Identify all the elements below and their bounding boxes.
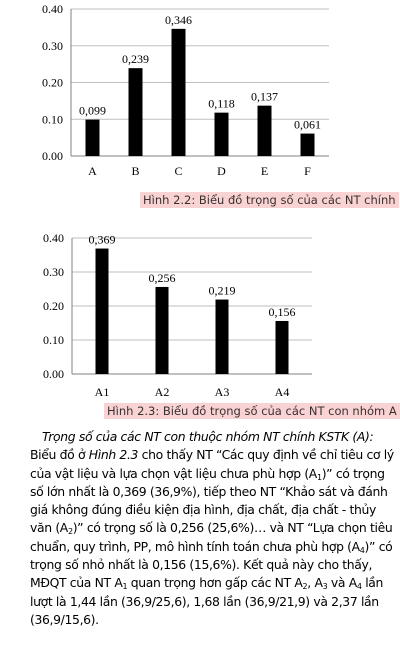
subscript: 4 (359, 545, 365, 555)
bar-chart-subfactors-group-a (0, 225, 400, 403)
x-tick-label: A3 (214, 385, 230, 399)
y-tick-label: 0.10 (42, 112, 63, 127)
x-tick-label: A2 (154, 385, 170, 399)
paragraph-title: Trọng số của các NT con thuộc nhóm NT chính KSTK (A): (42, 429, 374, 444)
data-label: 0,099 (79, 103, 106, 118)
subscript: 1 (316, 472, 322, 482)
y-tick-label: 0.00 (42, 149, 63, 163)
y-tick-label: 0.20 (42, 75, 63, 90)
figure-caption-2-2: Hình 2.2: Biểu đồ trọng số của các NT chính (140, 192, 399, 208)
y-tick-label: 0.40 (43, 231, 64, 245)
data-label: 0,156 (268, 304, 296, 319)
bar (215, 113, 229, 156)
bar (86, 120, 100, 156)
paragraph-text: Biểu đồ ở (30, 447, 89, 463)
body-paragraph (30, 428, 396, 629)
bar (156, 287, 169, 374)
subscript: 3 (322, 582, 328, 592)
data-label: 0,061 (294, 117, 321, 132)
paragraph-text: )” có trọng số lớn nhất là 0,369 (36,9%), tiếp theo NT “Khảo sát và đánh giá không đúng điều kiện địa hình, địa chất, địa chất - thủy văn (A (30, 465, 388, 536)
paragraph-text: lần lượt là 1,44 lần (36,9/25,6), 1,68 lần (36,9/21,9) và 2,37 lần (36,9/15,6). (30, 575, 384, 627)
data-label: 0,256 (148, 270, 176, 285)
x-tick-label: A (88, 164, 97, 178)
bar (276, 321, 289, 374)
data-label: 0,137 (251, 89, 278, 104)
x-tick-label: E (260, 164, 269, 178)
subscript: 4 (356, 582, 362, 592)
x-tick-label: D (217, 164, 226, 178)
paragraph-text: )” có trọng số là 0,256 (25,6%)… và NT “Lựa chọn tiêu chuẩn, quy trình, PP, mô hình tính toán chưa phù hợp (A (30, 520, 393, 554)
y-tick-label: 0.30 (43, 265, 64, 279)
x-tick-label: B (131, 164, 140, 178)
y-tick-label: 0.00 (43, 367, 64, 381)
data-label: 0,118 (208, 96, 235, 111)
paragraph-text: và A (327, 575, 357, 591)
paragraph-text: cho thấy NT “Các quy định về chỉ tiêu cơ lý của vật liệu và lựa chọn vật liệu chưa phù hợp (A (30, 447, 394, 481)
y-tick-label: 0.40 (42, 2, 63, 16)
paragraph-text: quan trọng hơn gấp các NT A (127, 575, 303, 591)
subscript: 1 (122, 582, 128, 592)
data-label: 0,369 (88, 232, 116, 247)
y-tick-label: 0.30 (42, 38, 63, 53)
bar-chart-main-factors (0, 0, 400, 188)
paragraph-text: )” có trọng số nhỏ nhất là 0,156 (15,6%). Kết quả này cho thấy, MĐQT của NT A (30, 538, 393, 591)
bar (301, 134, 315, 156)
x-tick-label: C (174, 164, 183, 178)
bar (129, 68, 143, 156)
figure-reference: Hình 2.3 (88, 447, 139, 463)
data-label: 0,219 (208, 283, 236, 298)
bar (96, 249, 109, 374)
subscript: 2 (67, 527, 73, 537)
subscript: 2 (302, 582, 308, 592)
data-label: 0,346 (165, 12, 192, 27)
figure-caption-2-3: Hình 2.3: Biểu đồ trọng số của các NT con nhóm A (104, 403, 400, 419)
x-tick-label: A4 (274, 385, 290, 399)
x-tick-label: A1 (94, 385, 110, 399)
y-tick-label: 0.10 (43, 333, 64, 347)
data-label: 0,239 (122, 52, 149, 67)
bar (216, 300, 229, 374)
bar (172, 29, 186, 156)
bar (258, 106, 272, 156)
y-tick-label: 0.20 (43, 299, 64, 313)
x-tick-label: F (304, 164, 311, 178)
paragraph-text: , A (307, 575, 323, 591)
